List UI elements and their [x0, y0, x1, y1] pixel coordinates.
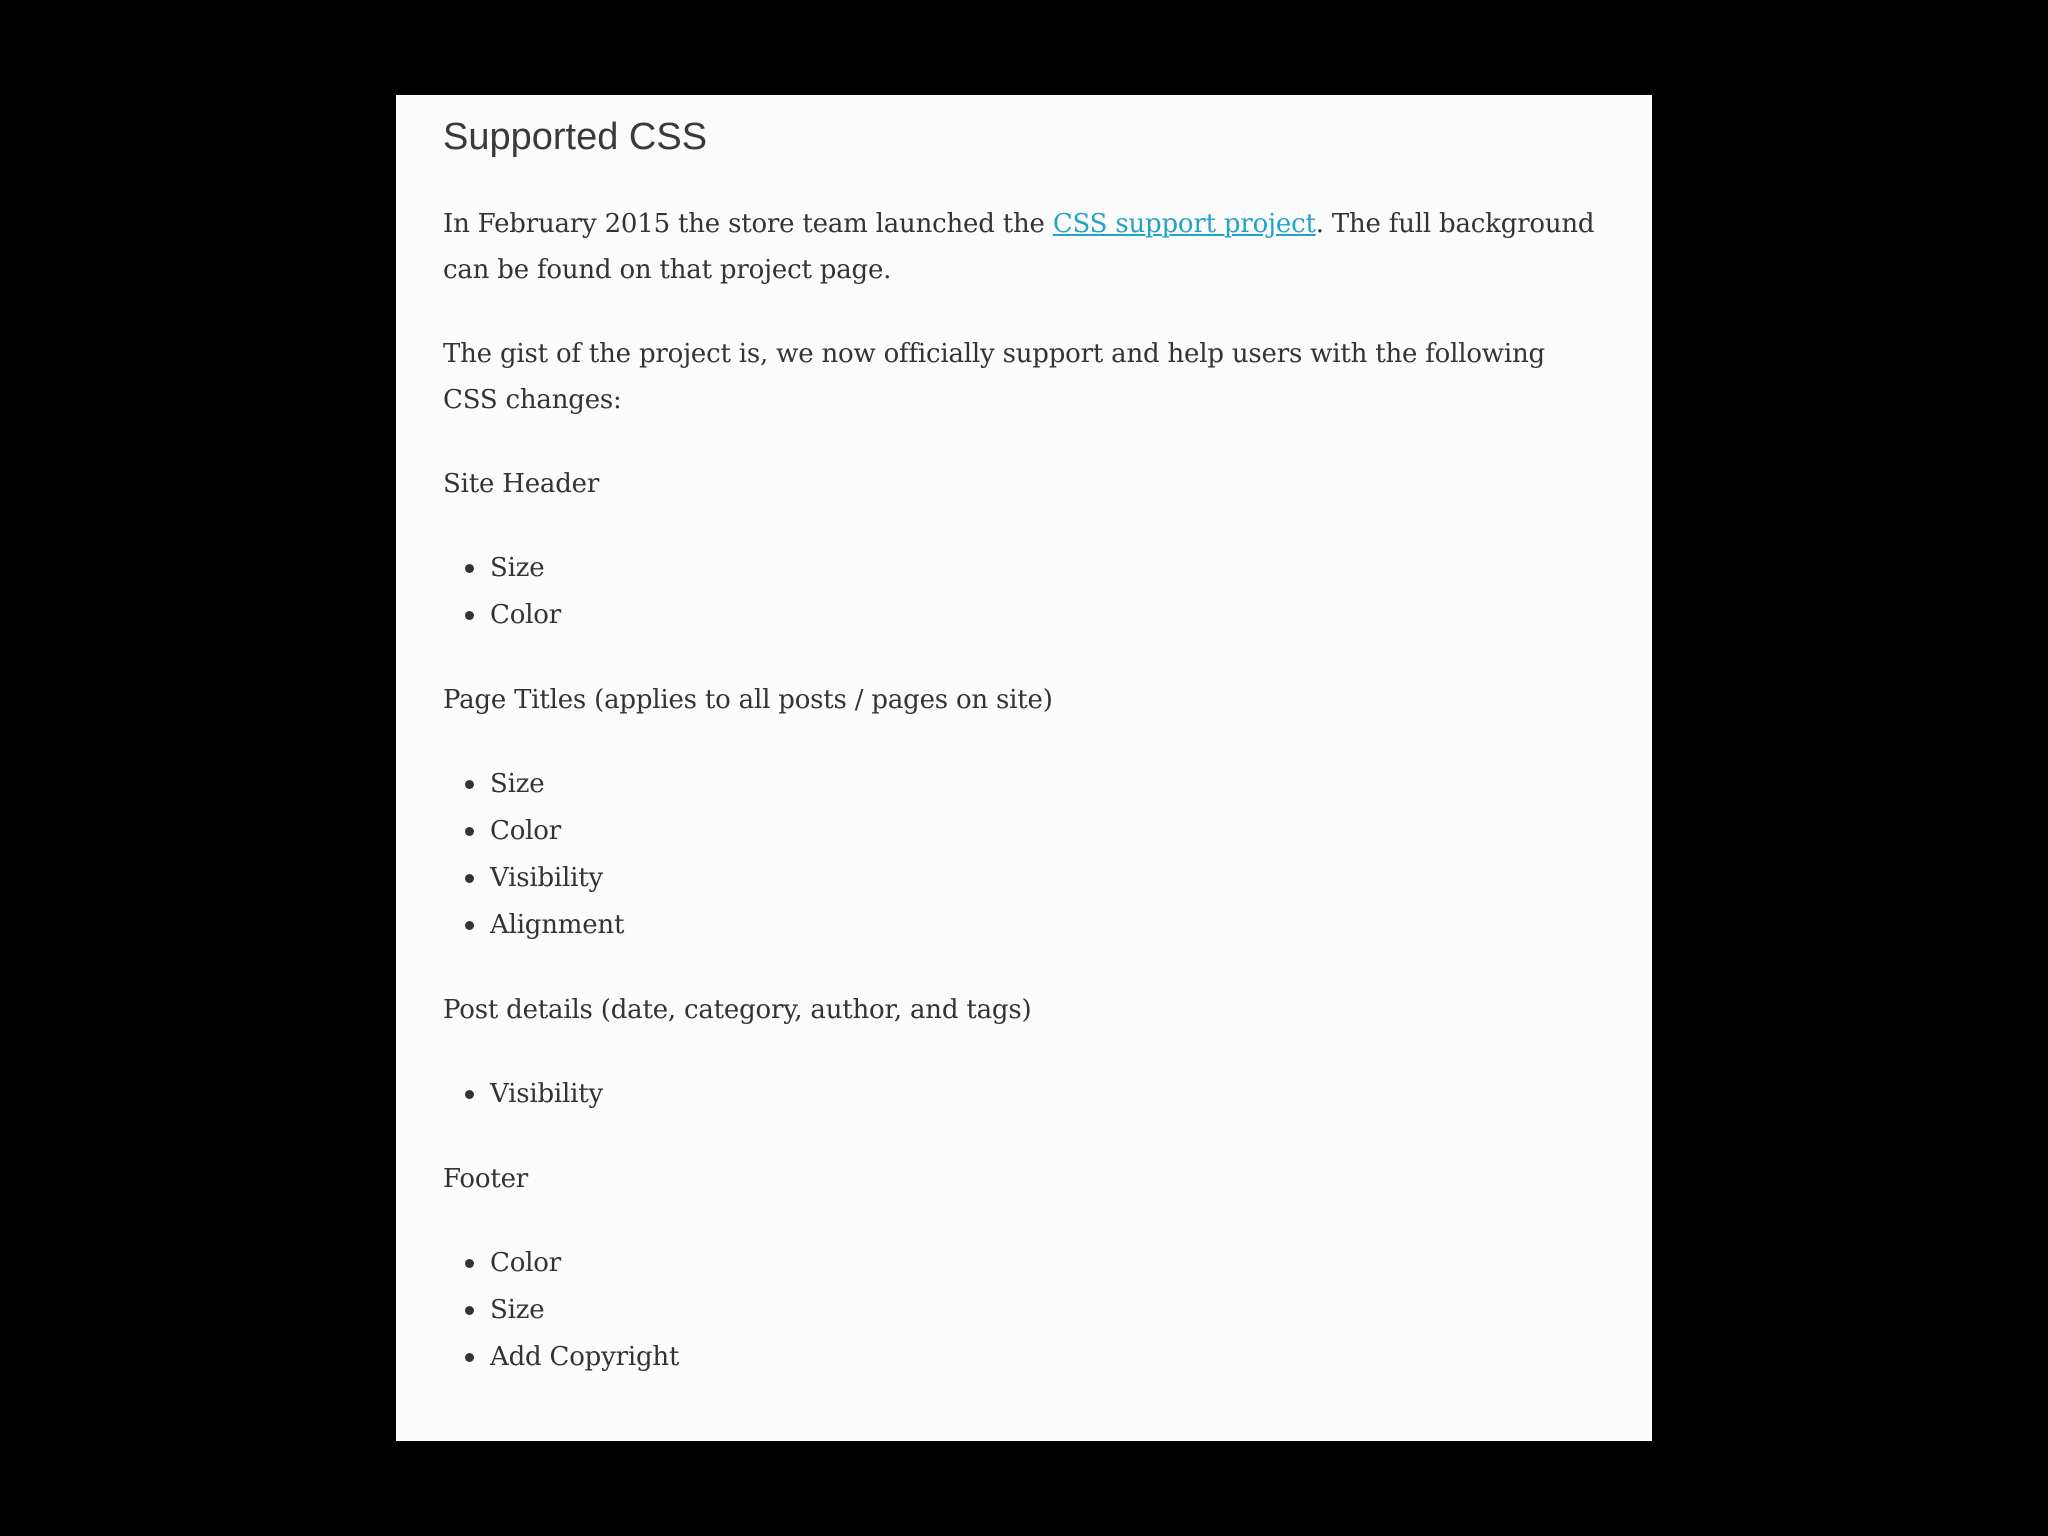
section-list — [443, 1071, 1604, 1118]
bullet-icon — [465, 827, 474, 836]
bullet-icon — [465, 1259, 474, 1268]
list-item: Color — [463, 1240, 1604, 1287]
bullet-icon — [465, 921, 474, 930]
bullet-icon — [465, 874, 474, 883]
section-list — [443, 1240, 1604, 1381]
list-item: Alignment — [463, 902, 1604, 949]
section-heading: Site Header — [443, 468, 600, 499]
bullet-icon — [465, 611, 474, 620]
section-heading: Page Titles (applies to all posts / pages on site) — [443, 684, 1053, 715]
bullet-icon — [465, 1353, 474, 1362]
list-item: Visibility — [463, 1071, 1604, 1118]
intro-text-after-link: . The full background can be found on that project page. — [443, 208, 1595, 285]
intro-paragraph — [443, 201, 1604, 293]
list-item: Size — [463, 761, 1604, 808]
section-list — [443, 545, 1604, 639]
list-item: Color — [463, 808, 1604, 855]
article-page — [396, 95, 1652, 1441]
css-support-project-link[interactable]: CSS support project — [1052, 208, 1316, 239]
section-page-titles — [443, 677, 1604, 949]
page-title: Supported CSS — [443, 116, 708, 158]
section-site-header — [443, 461, 1604, 639]
list-item: Visibility — [463, 855, 1604, 902]
section-heading: Post details (date, category, author, and tags) — [443, 994, 1032, 1025]
section-list — [443, 761, 1604, 949]
section-footer — [443, 1156, 1604, 1381]
gist-paragraph: The gist of the project is, we now officially support and help users with the following CSS changes: — [443, 338, 1545, 415]
list-item: Size — [463, 545, 1604, 592]
intro-text-before-link: In February 2015 the store team launched the — [443, 208, 1045, 239]
section-heading: Footer — [443, 1163, 528, 1194]
section-post-details — [443, 987, 1604, 1118]
bullet-icon — [465, 780, 474, 789]
bullet-icon — [465, 564, 474, 573]
list-item: Add Copyright — [463, 1334, 1604, 1381]
bullet-icon — [465, 1306, 474, 1315]
bullet-icon — [465, 1090, 474, 1099]
list-item: Size — [463, 1287, 1604, 1334]
list-item: Color — [463, 592, 1604, 639]
